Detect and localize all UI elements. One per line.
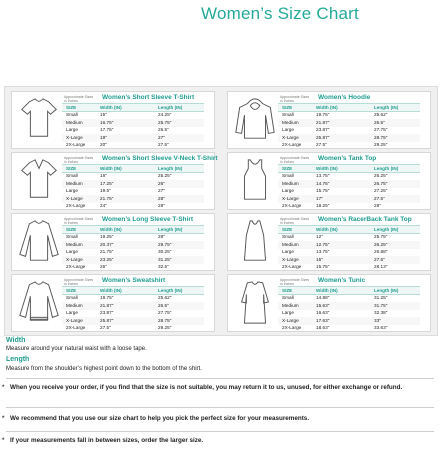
length-cell: 26.25" (374, 173, 388, 178)
approx-note: Approximate Sizes in Inches (64, 95, 94, 103)
asterisk-icon: * (2, 384, 5, 391)
page-title: Women’s Size Chart (201, 4, 359, 23)
size-cell: Small (282, 112, 294, 117)
table-row (278, 141, 420, 149)
table-row (62, 263, 204, 271)
tank-top-icon (231, 157, 279, 203)
table-row (278, 263, 420, 271)
length-cell: 32.5" (158, 264, 169, 270)
width-cell: 15.63" (316, 302, 330, 308)
col-width-header: Width (IN) (100, 288, 122, 293)
length-cell: 24.25" (158, 112, 172, 117)
width-cell: 20.37" (100, 241, 114, 247)
approx-note: Approximate Sizes in Inches (280, 156, 310, 164)
length-cell: 25.75" (374, 234, 388, 239)
width-cell: 15" (100, 112, 107, 117)
width-cell: 18.63" (316, 325, 330, 331)
long-sleeve-icon (15, 218, 63, 264)
chart-title: Women’s Sweatshirt (102, 277, 166, 284)
width-cell: 17.25" (100, 180, 114, 186)
width-cell: 15.75" (316, 264, 330, 270)
chart-title: Women’s Tank Top (318, 155, 377, 162)
size-cell: Large (282, 127, 294, 133)
size-cell: 2X-Large (282, 142, 302, 148)
size-cell: Medium (66, 302, 83, 308)
length-cell: 27" (158, 134, 165, 140)
length-cell: 28.75" (158, 317, 172, 323)
size-cell: Medium (66, 119, 83, 125)
length-cell: 28" (158, 234, 165, 239)
length-cell: 26.5" (374, 119, 385, 125)
length-cell: 26.88" (374, 249, 388, 255)
length-cell: 31.25" (374, 295, 388, 300)
col-length-header: Length (IN) (374, 166, 399, 171)
width-cell: 12" (316, 234, 323, 239)
table-row (278, 324, 420, 332)
length-cell: 27.5" (374, 195, 385, 201)
table-row (62, 202, 204, 210)
col-size-header: SIZE (66, 166, 77, 171)
col-size-header: SIZE (282, 166, 293, 171)
width-cell: 17.75" (100, 127, 114, 133)
length-cell: 32.38" (374, 310, 388, 316)
approx-note: Approximate Sizes in Inches (280, 278, 310, 286)
size-cell: Large (282, 188, 294, 194)
length-cell: 26" (158, 180, 165, 186)
size-cell: Small (282, 173, 294, 178)
width-cell: 13.75" (316, 173, 330, 178)
length-cell: 28" (158, 195, 165, 201)
tunic-icon (231, 279, 279, 325)
length-cell: 31.75" (374, 302, 388, 308)
width-cell: 14.75" (316, 180, 330, 186)
col-size-header: SIZE (282, 288, 293, 293)
size-cell: 2X-Large (282, 325, 302, 331)
size-table-card (11, 91, 215, 149)
col-length-header: Length (IN) (158, 227, 183, 232)
col-size-header: SIZE (66, 105, 77, 110)
width-cell: 15" (316, 256, 323, 262)
width-cell: 21.87" (100, 302, 114, 308)
size-cell: Large (66, 127, 78, 133)
size-cell: 2X-Large (282, 264, 302, 270)
col-size-header: SIZE (66, 288, 77, 293)
col-width-header: Width (IN) (100, 166, 122, 171)
col-length-header: Length (IN) (374, 105, 399, 110)
length-cell: 27.25" (374, 188, 388, 194)
size-cell: 2X-Large (282, 203, 302, 209)
length-cell: 29.25" (374, 142, 388, 148)
width-description: Measure around your natural waist with a loose tape. (6, 346, 147, 352)
width-cell: 17" (316, 195, 323, 201)
size-cell: 2X-Large (66, 264, 86, 270)
asterisk-icon: * (2, 437, 5, 444)
length-cell: 28.75" (374, 134, 388, 140)
vneck-tshirt-icon (15, 157, 63, 203)
col-length-header: Length (IN) (158, 105, 183, 110)
size-table-card (11, 152, 218, 210)
col-width-header: Width (IN) (316, 105, 338, 110)
tshirt-icon (15, 96, 63, 142)
width-cell: 23.87" (100, 310, 114, 316)
chart-title: Women’s Hoodie (318, 94, 371, 101)
length-cell: 31.25" (158, 256, 172, 262)
col-width-header: Width (IN) (100, 105, 122, 110)
size-cell: Large (282, 249, 294, 255)
length-cell: 30.25" (158, 249, 172, 255)
width-heading: Width (6, 337, 26, 344)
col-width-header: Width (IN) (316, 288, 338, 293)
length-cell: 27.5" (158, 142, 169, 148)
width-cell: 19.5" (100, 188, 111, 194)
width-cell: 21.87" (316, 119, 330, 125)
size-cell: X-Large (282, 195, 299, 201)
length-cell: 27" (158, 188, 165, 194)
table-row (62, 324, 204, 332)
width-cell: 13.75" (316, 249, 330, 255)
divider (6, 431, 434, 432)
size-cell: Medium (66, 180, 83, 186)
width-cell: 16.63" (316, 310, 330, 316)
col-width-header: Width (IN) (100, 227, 122, 232)
width-cell: 20" (100, 142, 107, 148)
size-cell: Small (66, 234, 78, 239)
sweatshirt-icon (15, 279, 63, 325)
chart-title: Women’s Long Sleeve T-Shirt (102, 216, 194, 223)
asterisk-icon: * (2, 415, 5, 422)
col-size-header: SIZE (282, 105, 293, 110)
size-cell: Large (66, 188, 78, 194)
size-table-card (11, 213, 215, 271)
width-cell: 25.87" (100, 317, 114, 323)
size-cell: Medium (282, 180, 299, 186)
width-cell: 21.75" (100, 249, 114, 255)
size-cell: 2X-Large (66, 203, 86, 209)
width-cell: 25.87" (316, 134, 330, 140)
size-cell: X-Large (282, 317, 299, 323)
col-length-header: Length (IN) (158, 288, 183, 293)
size-cell: 2X-Large (66, 142, 86, 148)
width-cell: 21.75" (100, 195, 114, 201)
width-cell: 19.25" (100, 234, 114, 239)
note-between-sizes: * If your measurements fall in between sizes, order the larger size. (2, 437, 204, 444)
size-cell: 2X-Large (66, 325, 86, 331)
width-cell: 18.25" (316, 203, 330, 209)
approx-note: Approximate Sizes in Inches (280, 95, 310, 103)
note-returns: * When you receive your order, if you find that the size is not suitable, you may return it to us, unused, for either exchange or refund. (2, 384, 403, 391)
size-cell: Small (66, 112, 78, 117)
length-cell: 26.75" (374, 180, 388, 186)
approx-note: Approximate Sizes in Inches (280, 217, 310, 225)
divider (6, 407, 434, 408)
col-length-header: Length (IN) (374, 227, 399, 232)
size-table-card (227, 274, 431, 332)
approx-note: Approximate Sizes in Inches (64, 156, 94, 164)
size-cell: Small (282, 295, 294, 300)
width-cell: 17.63" (316, 317, 330, 323)
width-cell: 23.87" (316, 127, 330, 133)
table-row (278, 202, 420, 210)
length-cell: 28" (374, 203, 381, 209)
col-size-header: SIZE (66, 227, 77, 232)
length-cell: 26.5" (158, 302, 169, 308)
size-table-card (227, 152, 431, 210)
chart-title: Women’s RacerBack Tank Top (318, 216, 412, 223)
width-cell: 16" (100, 173, 107, 178)
racerback-tank-icon (231, 218, 279, 264)
width-cell: 15.75" (316, 188, 330, 194)
col-length-header: Length (IN) (158, 166, 183, 171)
size-cell: Large (66, 310, 78, 316)
size-cell: X-Large (282, 134, 299, 140)
approx-note: Approximate Sizes in Inches (64, 278, 94, 286)
size-chart-panel (4, 86, 438, 336)
length-cell: 26.5" (158, 127, 169, 133)
size-cell: Large (66, 249, 78, 255)
approx-note: Approximate Sizes in Inches (64, 217, 94, 225)
length-cell: 28.13" (374, 264, 388, 270)
width-cell: 23.25" (100, 256, 114, 262)
length-cell: 25.25" (158, 173, 172, 178)
length-cell: 29.75" (158, 241, 172, 247)
length-cell: 33.63" (374, 325, 388, 331)
size-cell: Medium (282, 119, 299, 125)
hoodie-icon (231, 96, 279, 142)
length-description: Measure from the shoulder’s highest point down to the bottom of the shirt. (6, 366, 202, 372)
size-cell: Small (282, 234, 294, 239)
width-cell: 19.75" (100, 295, 114, 300)
size-cell: X-Large (66, 134, 83, 140)
col-width-header: Width (IN) (316, 166, 338, 171)
length-cell: 27.75" (158, 310, 172, 316)
length-cell: 27.5" (374, 256, 385, 262)
width-cell: 16.75" (100, 119, 114, 125)
size-cell: Medium (282, 241, 299, 247)
length-cell: 33" (374, 317, 381, 323)
length-cell: 27.75" (374, 127, 388, 133)
length-cell: 25.62" (374, 112, 388, 117)
size-cell: Medium (282, 302, 299, 308)
chart-title: Women’s Short Sleeve T-Shirt (102, 94, 195, 101)
chart-title: Women’s Tunic (318, 277, 366, 284)
width-cell: 12.75" (316, 241, 330, 247)
width-cell: 19.75" (316, 112, 330, 117)
width-cell: 19" (100, 134, 107, 140)
col-size-header: SIZE (282, 227, 293, 232)
width-cell: 14.88" (316, 295, 330, 300)
size-cell: X-Large (66, 256, 83, 262)
length-heading: Length (6, 356, 30, 363)
size-cell: X-Large (66, 317, 83, 323)
col-length-header: Length (IN) (374, 288, 399, 293)
width-cell: 27.5" (316, 142, 327, 148)
width-cell: 27.5" (100, 325, 111, 331)
size-cell: X-Large (282, 256, 299, 262)
size-table-card (227, 91, 431, 149)
chart-title: Women’s Short Sleeve V-Neck T-Shirt (102, 155, 218, 162)
length-cell: 28" (158, 203, 165, 209)
note-recommend: * We recommend that you use our size chart to help you pick the perfect size for your measurements. (2, 415, 310, 422)
table-row (62, 141, 204, 149)
length-cell: 25.62" (158, 295, 172, 300)
size-cell: Medium (66, 241, 83, 247)
width-cell: 24" (100, 203, 107, 209)
size-cell: Small (66, 295, 78, 300)
length-cell: 29.25" (158, 325, 172, 331)
size-table-card (227, 213, 431, 271)
size-table-card (11, 274, 215, 332)
length-cell: 25.75" (158, 119, 172, 125)
divider (6, 378, 434, 379)
col-width-header: Width (IN) (316, 227, 338, 232)
size-cell: Large (282, 310, 294, 316)
size-cell: X-Large (66, 195, 83, 201)
size-cell: Small (66, 173, 78, 178)
length-cell: 26.25" (374, 241, 388, 247)
width-cell: 26" (100, 264, 107, 270)
